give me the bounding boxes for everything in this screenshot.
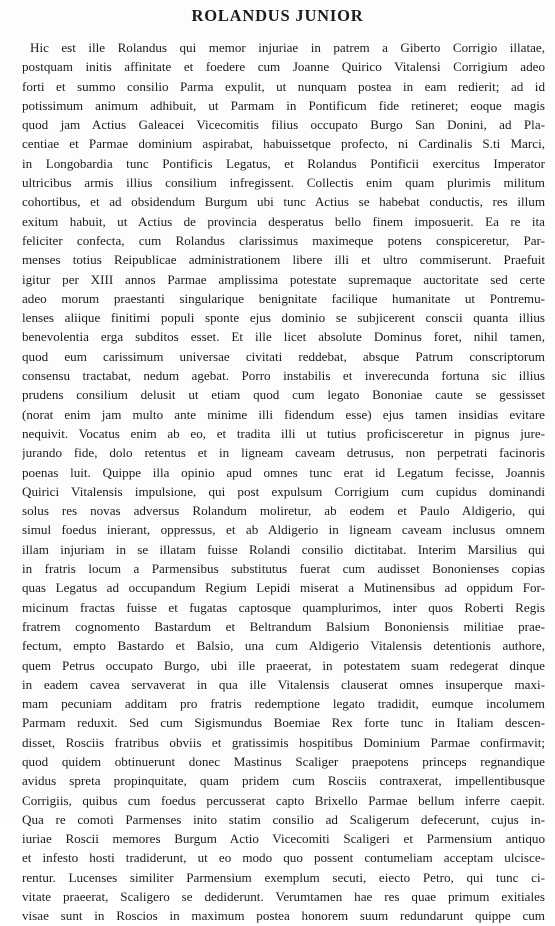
- text-line: mam pecuniam additam pro fratris redemptione legato tradidit, eumque incolumem: [22, 696, 545, 712]
- text-line: nequivit. Vocatus enim ab eo, et tradita illi ut tutius proficisceretur in pignus jure-: [22, 425, 545, 441]
- text-line: in Longobardia tunc Pontificis Legatus, et Rolandus Pontificii exercitus Imperator: [22, 155, 545, 171]
- text-line: avidus spreta propinquitate, quam pridem cum Rosciis contraxerat, impellentibusque: [22, 773, 545, 789]
- text-line: menses totius Reipublicae administrationem libere illi et ultro commiserunt. Praefuit: [22, 252, 545, 268]
- text-line: quod jam Actius Galeacei Vicecomitis filius occupato Burgo San Donini, ad Pla-: [22, 117, 545, 133]
- text-line: disset, Rosciis fratribus obviis et gratissimis hospitibus Dominium Parmae confirmavit;: [22, 734, 545, 750]
- text-line: benevolentia erga subditos esset. Et ille licet absolute Dominus foret, nihil tamen,: [22, 329, 545, 345]
- text-line: postquam initis affinitate et foedere cum Joanne Quirico Vitalensi Corrigium adeo: [22, 59, 545, 75]
- text-line: in fratris locum a Parmensibus substitutus fuerat cum audisset Bononienses copias: [22, 561, 545, 577]
- text-line: Qua re comoti Parmenses inito statim consilio ad Scaligerum defecerunt, cujus in-: [22, 811, 545, 827]
- text-line: quod quidem obtinuerunt donec Mastinus Scaliger praepotens princeps regnandique: [22, 753, 545, 769]
- text-line: et infesto hosti tradiderunt, ut eo modo quo possent contumeliam acceptam ulcisce-: [22, 850, 545, 866]
- text-line: quod eum carissimum universae civitati reddebat, absque Patrum conscriptorum: [22, 348, 545, 364]
- text-line: in eadem cavea servaverat in qua ille Vitalensis clauserat omnes insuperque maxi-: [22, 676, 545, 692]
- text-line: illam injuriam in se illatam fuisse Rolandi consilio dictitabat. Interim Marsilius qui: [22, 541, 545, 557]
- text-line: prudens consilium delusit ut etiam quod cum legato Bononiae caute se gessisset: [22, 387, 545, 403]
- text-line: visae sunt in Roscios in maximum postea honorem suum redundarunt quippe cum: [22, 908, 545, 924]
- text-line: micinum fractas fuisse et fugatas captosque quamplurimos, inter quos Roberti Regis: [22, 599, 545, 615]
- text-line: forti et summo consilio Parma expulit, ut nunquam postea in eam redierit; ad id: [22, 78, 545, 94]
- text-line: centiae et Parmae dominium aspirabat, habuissetque profecto, ni Cardinalis S.ti Marci,: [22, 136, 545, 152]
- text-line: Corrigiis, quibus cum foedus percusserat capto Brixello Parmae bellum inferre caepit.: [22, 792, 545, 808]
- text-line: solus res novas adversus Rolandum moliretur, ab eodem et Paulo Aldigerio, qui: [22, 503, 545, 519]
- text-line: quem Petrus occupato Burgo, ubi ille praeerat, in potestatem suam redegerat dinque: [22, 657, 545, 673]
- text-line: consensu tractabat, nedum agebat. Porro instabilis et inverecunda fortuna sic illius: [22, 368, 545, 384]
- text-line: quas Legatus ad occupandum Regium Lepidi miserat a Mutinensibus ad oppidum For-: [22, 580, 545, 596]
- text-line: simul foedus inierant, oppressus, et ab Aldigerio in ligneam caveam inclusus omnem: [22, 522, 545, 538]
- text-line: cohortibus, et ad obsidendum Burgum ubi tunc Actius se habebat conductis, res illum: [22, 194, 545, 210]
- text-line: Parmam reduxit. Sed cum Sigismundus Boemiae Rex forte tunc in Italiam descen-: [22, 715, 545, 731]
- text-line: jurando fide, dolo retentus et in ligneam caveam detrusus, non perpetrati facinoris: [22, 445, 545, 461]
- text-line: lenses aliique finitimi populi sponte ejus dominio se subjicerent conscii quanta illius: [22, 310, 545, 326]
- text-line: iuriae Roscii memores Burgum Actio Vicecomiti Scaligeri et Parmensium antiquo: [22, 831, 545, 847]
- body-text: [22, 38, 545, 926]
- text-line: poenas luit. Quippe illa opinio apud omnes tunc erat id Legatum fecisse, Joannis: [22, 464, 545, 480]
- text-line: ultricibus armis illius consilium infregissent. Collectis enim quam plurimis militum: [22, 175, 545, 191]
- text-line: feliciter confecta, cum Rolandus clarissimus maximeque potens conspiceretur, Par-: [22, 232, 545, 248]
- text-line: adeo morum praestanti singularique benignitate facilique humanitate ut Pontremu-: [22, 290, 545, 306]
- text-line: Quirici Vitalensis impulsione, qui post expulsum Corrigium cum cupidus dominandi: [22, 483, 545, 499]
- text-line: Hic est ille Rolandus qui memor injuriae in patrem a Giberto Corrigio illatae,: [30, 40, 545, 55]
- text-line: exitum habuit, ut Actius de provincia desperatus bello finem imposuerit. Ea re ita: [22, 213, 545, 229]
- text-line: vitate praeerat, Scaligero se dediderunt. Verumtamen hae res quae primum exitiales: [22, 889, 545, 905]
- text-line: fratrem cognomento Bastardum et Beltrandum Balsium Bononiensis militiae prae-: [22, 618, 545, 634]
- text-line: potissimum animum adhibuit, ut Parmam in Pontificum fide retineret; eoque magis: [22, 97, 545, 113]
- text-line: igitur per XIII annos Parmae amplissima potestate supremaque auctoritate sed certe: [22, 271, 545, 287]
- text-line: rentur. Lucenses similiter Parmensium exemplum secuti, eiecto Petro, qui tunc ci-: [22, 869, 545, 885]
- text-line: (norat enim jam multo ante minime illi fidendum esse) ejus tamen insidias evitare: [22, 406, 545, 422]
- text-line: fectum, empto Bastardo et Balsio, una cum Aldigerio Vitalensis detentionis authore,: [22, 638, 545, 654]
- page-title: ROLANDUS JUNIOR: [191, 6, 364, 25]
